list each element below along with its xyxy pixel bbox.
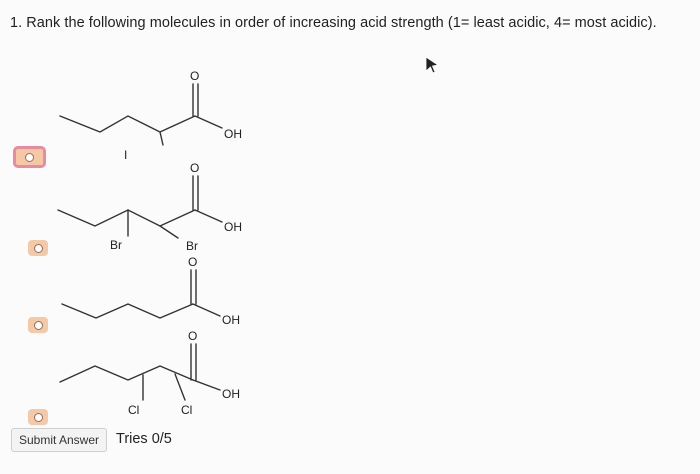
molecule-4-carbonyl-oxygen: O xyxy=(188,329,198,343)
molecule-4-substituent-right: Cl xyxy=(181,403,193,417)
rank-select-2[interactable] xyxy=(28,240,48,256)
molecule-1 xyxy=(60,84,222,145)
molecule-3-carbonyl-oxygen: O xyxy=(188,255,198,269)
stepper-icon xyxy=(25,153,34,162)
molecule-2-substituent-right: Br xyxy=(186,239,198,253)
submit-answer-button[interactable]: Submit Answer xyxy=(11,428,107,452)
molecule-1-hydroxyl: OH xyxy=(224,127,242,141)
molecule-2-substituent-left: Br xyxy=(110,238,122,252)
tries-counter: Tries 0/5 xyxy=(116,431,172,447)
stepper-icon xyxy=(34,413,43,422)
molecule-1-substituent: I xyxy=(124,148,128,162)
question-text: 1. Rank the following molecules in order of increasing acid strength (1= least acidic, 4= most acidic). xyxy=(10,15,657,31)
molecule-4-substituent-left: Cl xyxy=(128,403,140,417)
molecule-2-carbonyl-oxygen: O xyxy=(190,161,200,175)
molecule-4-hydroxyl: OH xyxy=(222,387,240,401)
rank-select-3[interactable] xyxy=(28,317,48,333)
rank-select-4[interactable] xyxy=(28,409,48,425)
stepper-icon xyxy=(34,321,43,330)
molecule-4 xyxy=(60,344,220,400)
molecule-2-hydroxyl: OH xyxy=(224,220,242,234)
molecule-1-carbonyl-oxygen: O xyxy=(190,69,200,83)
rank-select-1[interactable] xyxy=(13,146,46,168)
molecule-3-hydroxyl: OH xyxy=(222,313,240,327)
molecule-2 xyxy=(58,176,222,238)
stepper-icon xyxy=(34,244,43,253)
molecule-3 xyxy=(62,270,220,318)
